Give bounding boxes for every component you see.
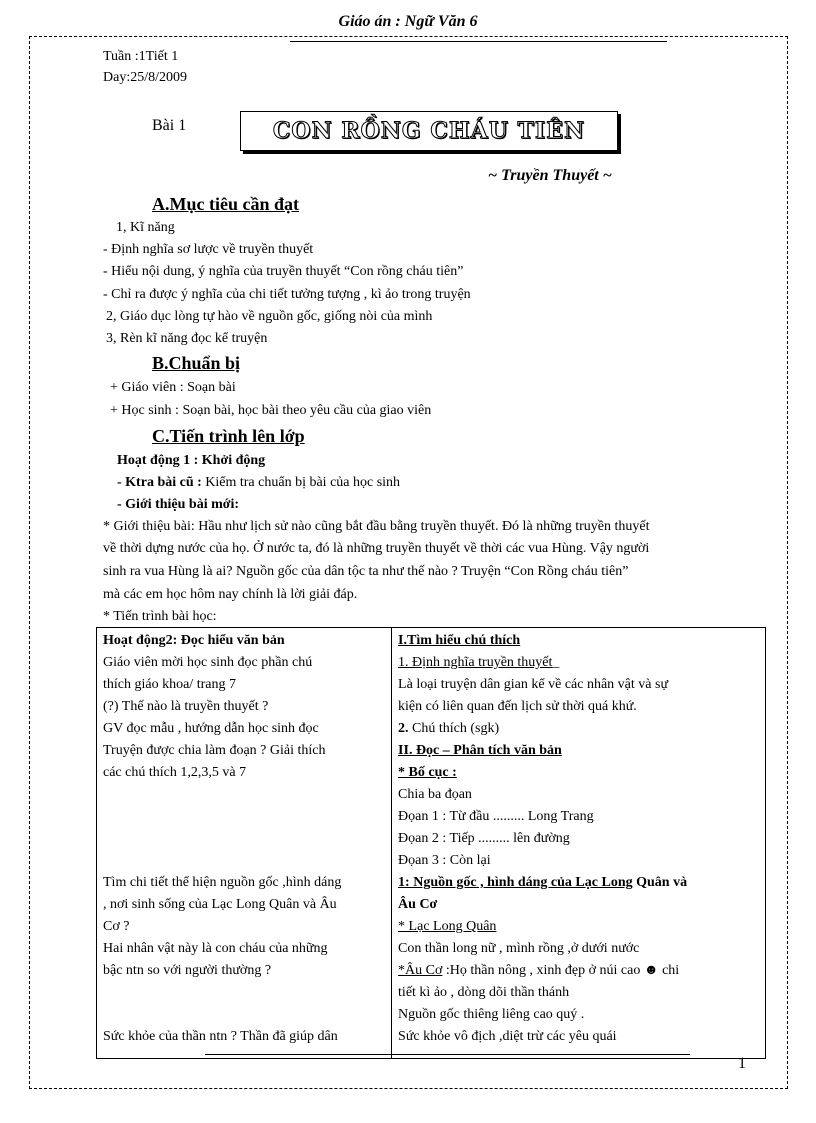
table-left-line: (?) Thế nào là truyền thuyết ?	[103, 699, 269, 714]
table-right-line: Con thần long nữ , mình rồng ,ở dưới nước	[398, 941, 640, 956]
table-right-line: tiết kì ảo , dòng dõi thần thánh	[398, 985, 570, 1000]
section-c-heading: C.Tiến trình lên lớp	[152, 426, 305, 446]
table-left-line: Truyện được chia làm đoạn ? Giải thích	[103, 743, 326, 758]
table-left-line: bậc ntn so với người thường ?	[103, 963, 272, 978]
lesson-table	[96, 627, 766, 1059]
table-left-line: thích giáo khoa/ trang 7	[103, 677, 236, 692]
document-header: Giáo án : Ngữ Văn 6	[338, 13, 478, 30]
week-label: Tuần :1Tiết 1	[103, 49, 179, 64]
table-right-line: Chia ba đọan	[398, 787, 472, 802]
table-left-line: Hoạt động2: Đọc hiểu văn bản	[103, 633, 285, 648]
table-left-line: các chú thích 1,2,3,5 và 7	[103, 765, 247, 780]
footer-rule	[205, 1054, 690, 1055]
section-a-line: - Hiểu nội dung, ý nghĩa của truyền thuyết “Con rồng cháu tiên”	[103, 264, 464, 279]
table-left-line: Giáo viên mời học sinh đọc phần chú	[103, 655, 313, 670]
content-column	[392, 628, 766, 1059]
teacher-activity-column	[97, 628, 392, 1059]
section-b-line: + Học sinh : Soạn bài, học bài theo yêu cầu của giao viên	[110, 403, 432, 418]
lesson-subtitle: ~ Truyền Thuyết ~	[488, 167, 612, 184]
page-number: 1	[738, 1055, 746, 1072]
table-right-line: *Âu Cơ :Họ thần nông , xinh đẹp ở núi cao ☻ chi	[398, 963, 680, 978]
check-label: Ktra bài cũ :	[125, 475, 202, 490]
table-right-line: Đọan 1 : Từ đầu ......... Long Trang	[398, 809, 594, 824]
table-right-line: 1: Nguồn gốc , hình dáng của Lạc Long Quân và	[398, 875, 688, 890]
table-right-line: Sức khỏe vô địch ,diệt trừ các yêu quái	[398, 1029, 617, 1044]
date-label: Day:25/8/2009	[103, 70, 187, 85]
intro-paragraph-line: * Giới thiệu bài: Hầu như lịch sử nào cũng bắt đầu bằng truyền thuyết. Đó là những truyền thuyết	[103, 519, 650, 534]
section-b-heading: B.Chuẩn bị	[152, 353, 241, 373]
section-a-line: 2, Giáo dục lòng tự hào về nguồn gốc, giống nòi của mình	[106, 309, 433, 324]
section-a-heading: A.Mục tiêu cần đạt	[152, 194, 299, 214]
table-left-line: Hai nhân vật này là con cháu của những	[103, 941, 328, 956]
table-right-line: 2. Chú thích (sgk)	[398, 721, 500, 736]
table-right-line: 1. Định nghĩa truyền thuyết_	[398, 655, 560, 670]
table-right-line: Nguồn gốc thiêng liêng cao quý .	[398, 1007, 585, 1022]
section-a-line: - Định nghĩa sơ lược về truyền thuyết	[103, 242, 314, 257]
lesson-label: Bài 1	[152, 117, 187, 134]
intro-paragraph-line: mà các em học hôm nay chính là lời giải đáp.	[103, 587, 358, 602]
process-label: * Tiến trình bài học:	[103, 609, 217, 624]
table-right-line: Đọan 3 : Còn lại	[398, 853, 491, 868]
lesson-title: CON RỒNG CHÁU TIÊN	[272, 118, 586, 144]
table-right-line: Là loại truyện dân gian kể về các nhân vật và sự	[398, 677, 669, 692]
activity-1-label: Hoạt động 1 : Khởi động	[117, 453, 266, 468]
section-a-line: - Chỉ ra được ý nghĩa của chi tiết tưởng tượng , kì ảo trong truyện	[103, 287, 471, 302]
section-a-line: 1, Kĩ năng	[116, 220, 175, 235]
intro-label-line: - Giới thiệu bài mới:	[117, 497, 240, 512]
section-b-line: + Giáo viên : Soạn bài	[110, 380, 236, 395]
intro-paragraph-line: về thời dựng nước của họ. Ở nước ta, đó là những truyền thuyết về thời các vua Hùng. Vậy người	[103, 541, 650, 556]
intro-paragraph-line: sinh ra vua Hùng là ai? Nguồn gốc của dân tộc ta như thế nào ? Truyện “Con Rồng cháu tiên”	[103, 564, 629, 579]
table-left-line: Tìm chi tiết thể hiện nguồn gốc ,hình dáng	[103, 875, 342, 890]
table-right-line: kiện có liên quan đến lịch sử thời quá khứ.	[398, 699, 637, 714]
table-right-line: * Lạc Long Quân	[398, 919, 497, 934]
lesson-title-box	[240, 111, 618, 151]
check-text: Kiểm tra chuẩn bị bài của học sinh	[201, 475, 401, 490]
table-right-line: Âu Cơ	[398, 897, 438, 912]
table-right-line: Đọan 2 : Tiếp ......... lên đường	[398, 831, 570, 846]
smiley-icon: ☻	[643, 963, 659, 978]
table-left-line: , nơi sinh sống của Lạc Long Quân và Âu	[103, 897, 337, 912]
table-left-line: GV đọc mẫu , hướng dẫn học sinh đọc	[103, 721, 319, 736]
section-a-line: 3, Rèn kĩ năng đọc kể truyện	[106, 331, 268, 346]
table-right-line: I.Tìm hiểu chú thích	[398, 633, 521, 648]
check-old-lesson: - Ktra bài cũ : Kiểm tra chuẩn bị bài của học sinh	[117, 475, 401, 490]
table-right-line: II. Đọc – Phân tích văn bản	[398, 743, 562, 758]
table-right-line: * Bố cục :	[398, 765, 457, 780]
intro-label: Giới thiệu bài mới:	[125, 497, 240, 512]
table-left-line: Sức khỏe của thần ntn ? Thần đã giúp dân	[103, 1029, 338, 1044]
table-left-line: Cơ ?	[103, 919, 130, 934]
